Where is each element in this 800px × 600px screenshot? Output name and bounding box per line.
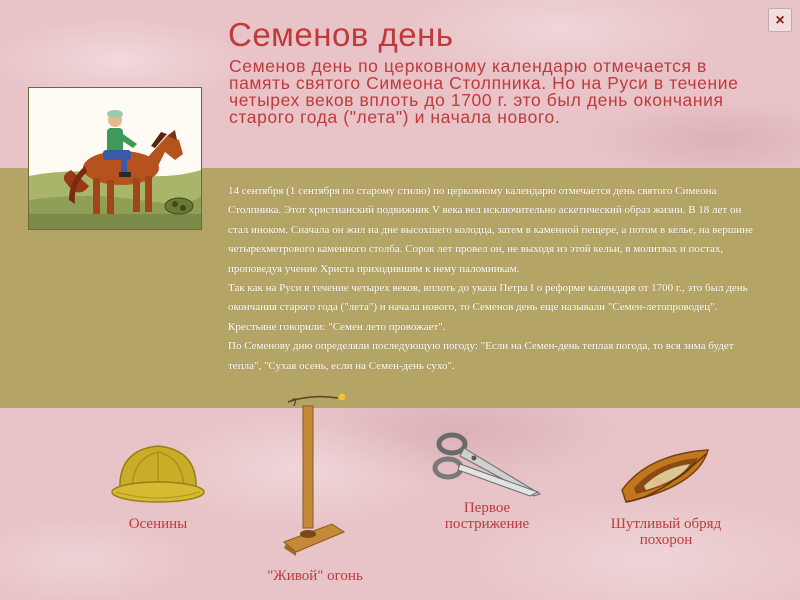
nav-item-first-tonsure[interactable]	[424, 428, 550, 538]
rider-illustration	[28, 87, 202, 230]
scissors-icon	[430, 428, 546, 500]
nav-item-label: Первое	[463, 500, 511, 516]
close-button[interactable]: ×	[768, 8, 792, 32]
fire-drill-icon	[274, 392, 354, 560]
nav-item-label: пострижение	[444, 516, 530, 532]
nav-item-live-fire[interactable]	[250, 392, 380, 588]
boat-coffin-icon	[618, 446, 712, 508]
nav-item-label: похорон	[639, 532, 693, 548]
nav-item-mock-funeral[interactable]	[586, 446, 746, 552]
nav-item-oseniny[interactable]	[104, 440, 212, 540]
article-text	[228, 182, 758, 376]
article-paragraph: Так как на Руси в течение четырех веков, вплоть до указа Петра I о реформе календаря от 1700 г., это был день окончания старого года ("лета") и начала нового, то Семенов день еще называли "Семен-летопроводец". Крестьяне говорили: "Семен лето провожает".	[228, 282, 748, 333]
hat-icon	[108, 440, 208, 506]
nav-item-label: Шутливый обряд	[610, 516, 722, 532]
nav-item-label: Осенины	[128, 516, 188, 532]
horse-rider-icon	[29, 88, 201, 229]
article-paragraph: По Семенову дню определяли последующую погоду: "Если на Семен-день теплая погода, то вся зима будет тепла", "Сухая осень, если на Семен-день сухо".	[228, 340, 734, 372]
article-paragraph: 14 сентября (1 сентября по старому стилю) по церковному календарю отмечается день святого Симеона Столпника. Этот христианский подвижник V века вел исключительно аскетический образ жизни. В 18 лет он стал иноком. Сначала он жил на дне высохшего колодца, затем в каменной пещере, а потом в келье, на вершине четырехметрового каменного столба. Сорок лет провел он, не выходя из этой кельи, в молитвах и постах, проповедуя учение Христа приходившим к нему паломникам.	[228, 185, 753, 275]
nav-item-label: "Живой" огонь	[267, 568, 363, 584]
page-subtitle: Семенов день по церковному календарю отмечается в память святого Симеона Столпника. Но на Руси в течение четырех веков вплоть до 1700 г. это был день окончания старого года ("лета") и начала нового.	[229, 56, 739, 127]
page-title: Семенов день	[228, 16, 454, 53]
